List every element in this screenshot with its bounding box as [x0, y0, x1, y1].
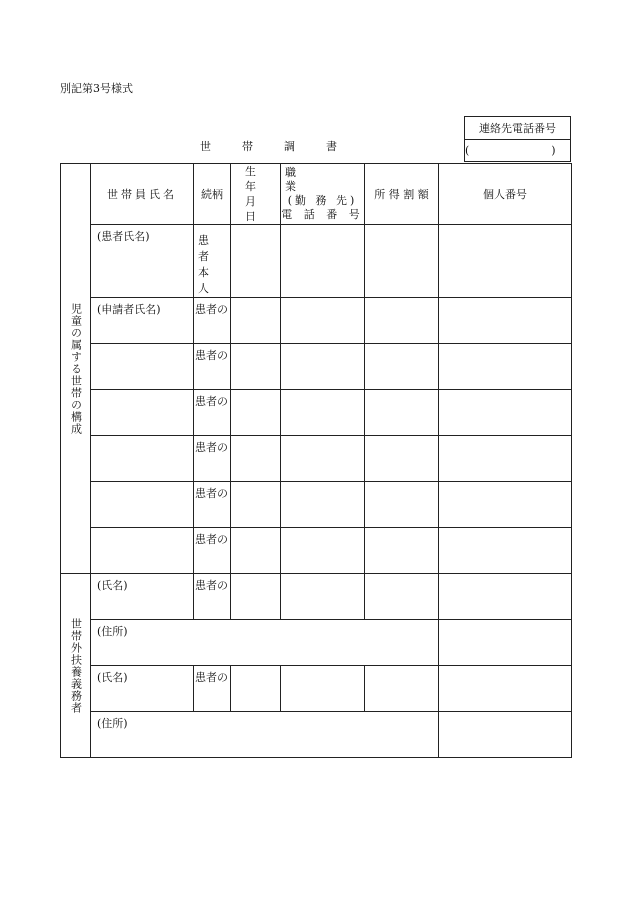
table-row	[61, 620, 572, 666]
name-cell[interactable]	[91, 390, 194, 436]
header-birthdate: 生 年 月 日	[231, 164, 281, 225]
table-row	[61, 390, 572, 436]
personal-id-cell[interactable]	[439, 666, 572, 712]
header-relation: 続柄	[194, 164, 231, 225]
table-row	[61, 712, 572, 758]
group-household-label: 児童の属する世帯の構成	[69, 302, 83, 435]
contact-phone-label: 連絡先電話番号	[465, 117, 570, 140]
relation-label: 患者の	[195, 349, 228, 362]
household-table	[60, 163, 572, 758]
income-cell[interactable]	[365, 225, 439, 298]
header-occupation: 職 業 (勤 務 先) 電 話 番 号	[281, 164, 365, 225]
name-label: (患者氏名)	[97, 230, 150, 243]
income-cell[interactable]	[365, 436, 439, 482]
income-cell[interactable]	[365, 574, 439, 620]
personal-id-cell[interactable]	[439, 390, 572, 436]
group-household	[61, 164, 91, 574]
group-dependents-label: 世帯外扶養義務者	[69, 617, 83, 714]
relation-label: 患者の	[195, 395, 228, 408]
occupation-cell[interactable]	[281, 528, 365, 574]
contact-phone-field[interactable]: ( )	[465, 144, 576, 157]
occupation-cell[interactable]	[281, 225, 365, 298]
table-row	[61, 225, 572, 298]
occupation-cell[interactable]	[281, 390, 365, 436]
birthdate-cell[interactable]	[231, 225, 281, 298]
income-cell[interactable]	[365, 666, 439, 712]
name-label: (氏名)	[97, 671, 128, 684]
relation-label: 患者の	[195, 303, 228, 316]
personal-id-cell[interactable]	[439, 528, 572, 574]
name-cell[interactable]	[91, 225, 194, 298]
relation-cell[interactable]	[194, 344, 231, 390]
birthdate-cell[interactable]	[231, 482, 281, 528]
header-income: 所 得 割 額	[365, 164, 439, 225]
table-row	[61, 666, 572, 712]
table-header-row	[61, 164, 572, 225]
personal-id-cell[interactable]	[439, 620, 572, 666]
name-cell[interactable]	[91, 482, 194, 528]
occupation-cell[interactable]	[281, 298, 365, 344]
birthdate-cell[interactable]	[231, 574, 281, 620]
table-row	[61, 344, 572, 390]
address-label: (住所)	[97, 717, 128, 730]
name-cell[interactable]	[91, 666, 194, 712]
name-cell[interactable]	[91, 298, 194, 344]
contact-phone-box[interactable]	[464, 116, 576, 162]
personal-id-cell[interactable]	[439, 482, 572, 528]
relation-cell[interactable]	[194, 225, 231, 298]
header-name: 世帯員氏名	[91, 164, 194, 225]
relation-label: 患者の	[195, 487, 228, 500]
relation-cell[interactable]	[194, 666, 231, 712]
form-title: 世 帯 調 書	[200, 140, 347, 153]
occupation-cell[interactable]	[281, 436, 365, 482]
name-cell[interactable]	[91, 574, 194, 620]
group-dependents	[61, 574, 91, 758]
name-cell[interactable]	[91, 436, 194, 482]
address-label: (住所)	[97, 625, 128, 638]
name-cell[interactable]	[91, 528, 194, 574]
personal-id-cell[interactable]	[439, 225, 572, 298]
table-row	[61, 298, 572, 344]
occupation-cell[interactable]	[281, 666, 365, 712]
personal-id-cell[interactable]	[439, 344, 572, 390]
name-cell[interactable]	[91, 344, 194, 390]
income-cell[interactable]	[365, 298, 439, 344]
relation-label: 患者の	[195, 533, 228, 546]
relation-cell[interactable]	[194, 528, 231, 574]
birthdate-cell[interactable]	[231, 344, 281, 390]
income-cell[interactable]	[365, 390, 439, 436]
income-cell[interactable]	[365, 344, 439, 390]
birthdate-cell[interactable]	[231, 528, 281, 574]
relation-cell[interactable]	[194, 436, 231, 482]
address-cell[interactable]	[91, 620, 439, 666]
personal-id-cell[interactable]	[439, 436, 572, 482]
table-row	[61, 574, 572, 620]
table-row	[61, 528, 572, 574]
table-row	[61, 482, 572, 528]
birthdate-cell[interactable]	[231, 390, 281, 436]
relation-cell[interactable]	[194, 574, 231, 620]
relation-cell[interactable]	[194, 298, 231, 344]
birthdate-cell[interactable]	[231, 298, 281, 344]
relation-cell[interactable]	[194, 390, 231, 436]
relation-cell[interactable]	[194, 482, 231, 528]
name-label: (氏名)	[97, 579, 128, 592]
relation-label: 患 者 本 人	[198, 234, 219, 295]
occupation-cell[interactable]	[281, 482, 365, 528]
occupation-cell[interactable]	[281, 344, 365, 390]
relation-label: 患者の	[195, 671, 228, 684]
birthdate-cell[interactable]	[231, 666, 281, 712]
form-code: 別記第3号様式	[60, 82, 133, 95]
personal-id-cell[interactable]	[439, 712, 572, 758]
name-label: (申請者氏名)	[97, 303, 161, 316]
occupation-cell[interactable]	[281, 574, 365, 620]
address-cell[interactable]	[91, 712, 439, 758]
income-cell[interactable]	[365, 528, 439, 574]
header-personal-id: 個人番号	[439, 164, 572, 225]
income-cell[interactable]	[365, 482, 439, 528]
personal-id-cell[interactable]	[439, 574, 572, 620]
relation-label: 患者の	[195, 579, 228, 592]
birthdate-cell[interactable]	[231, 436, 281, 482]
table-row	[61, 436, 572, 482]
relation-label: 患者の	[195, 441, 228, 454]
personal-id-cell[interactable]	[439, 298, 572, 344]
